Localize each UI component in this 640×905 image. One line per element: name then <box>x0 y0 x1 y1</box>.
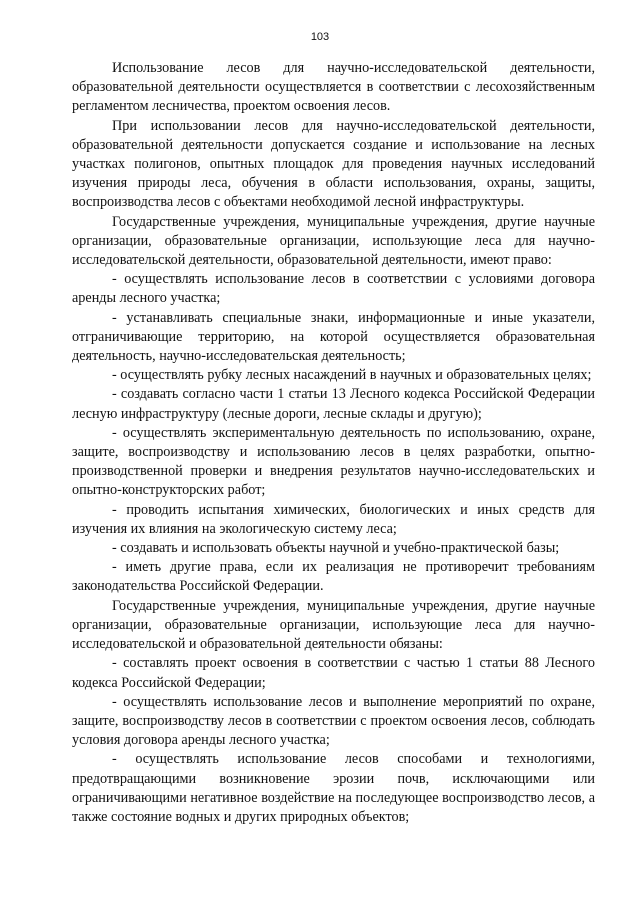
document-body <box>72 59 595 827</box>
list-item-experimental-activity: - осуществлять экспериментальную деятельность по использованию, охране, защите, воспроизводству и использованию лесов в целях разработки, опытно-производственной проверки и внедрения результатов научно-исследовательских и опытно-конструкторских работ; <box>72 424 595 499</box>
paragraph-obligations-intro: Государственные учреждения, муниципальные учреждения, другие научные организации, образовательные организации, использующие леса для научно-исследовательской и образовательной деятельности обязаны: <box>72 597 595 653</box>
page-number: 103 <box>310 31 330 43</box>
list-item-other-rights: - иметь другие права, если их реализация не противоречит требованиям законодательства Российской Федерации. <box>72 559 595 595</box>
list-item-development-project: - составлять проект освоения в соответствии с частью 1 статьи 88 Лесного кодекса Российской Федерации; <box>72 655 595 691</box>
list-item-felling: - осуществлять рубку лесных насаждений в научных и образовательных целях; <box>112 367 592 384</box>
paragraph-forest-use-research: Использование лесов для научно-исследовательской деятельности, образовательной деятельности осуществляется в соответствии с лесохозяйственным регламентом лесничества, проектом освоения лесов. <box>72 60 595 115</box>
list-item-special-signs: - устанавливать специальные знаки, информационные и иные указатели, отграничивающие территорию, на которой осуществляется образовательная деятельность, научно-исследовательская деятельность; <box>72 309 595 365</box>
list-item-infrastructure: - создавать согласно части 1 статьи 13 Лесного кодекса Российской Федерации лесную инфраструктуру (лесные дороги, лесные склады и другую); <box>72 386 595 422</box>
list-item-erosion-prevention: - осуществлять использование лесов способами и технологиями, предотвращающими возникновение эрозии почв, исключающими или ограничивающими негативное воздействие на последующее воспроизводство лесов, а также состояние водных и других природных объектов; <box>72 751 595 825</box>
paragraph-rights-intro: Государственные учреждения, муниципальные учреждения, другие научные организации, образовательные организации, использующие леса для научно-исследовательской деятельности, образовательной деятельности, имеют право: <box>72 213 595 269</box>
list-item-research-base: - создавать и использовать объекты научной и учебно-практической базы; <box>112 540 560 557</box>
list-item-lease-use: - осуществлять использование лесов в соответствии с условиями договора аренды лесного участка; <box>72 271 595 307</box>
list-item-protection-measures: - осуществлять использование лесов и выполнение мероприятий по охране, защите, воспроизводству лесов в соответствии с проектом освоения лесов, соблюдать условия договора аренды лесного участка; <box>72 693 595 749</box>
list-item-testing: - проводить испытания химических, биологических и иных средств для изучения их влияния на экологическую систему леса; <box>72 501 595 537</box>
paragraph-permitted-facilities: При использовании лесов для научно-исследовательской деятельности, образовательной деятельности допускается создание и использование на лесных участках полигонов, опытных площадок для проведения научных исследований изучения природы леса, обучения в области использования, охраны, защиты, воспроизводства лесов с объектами необходимой лесной инфраструктуры. <box>72 117 595 211</box>
